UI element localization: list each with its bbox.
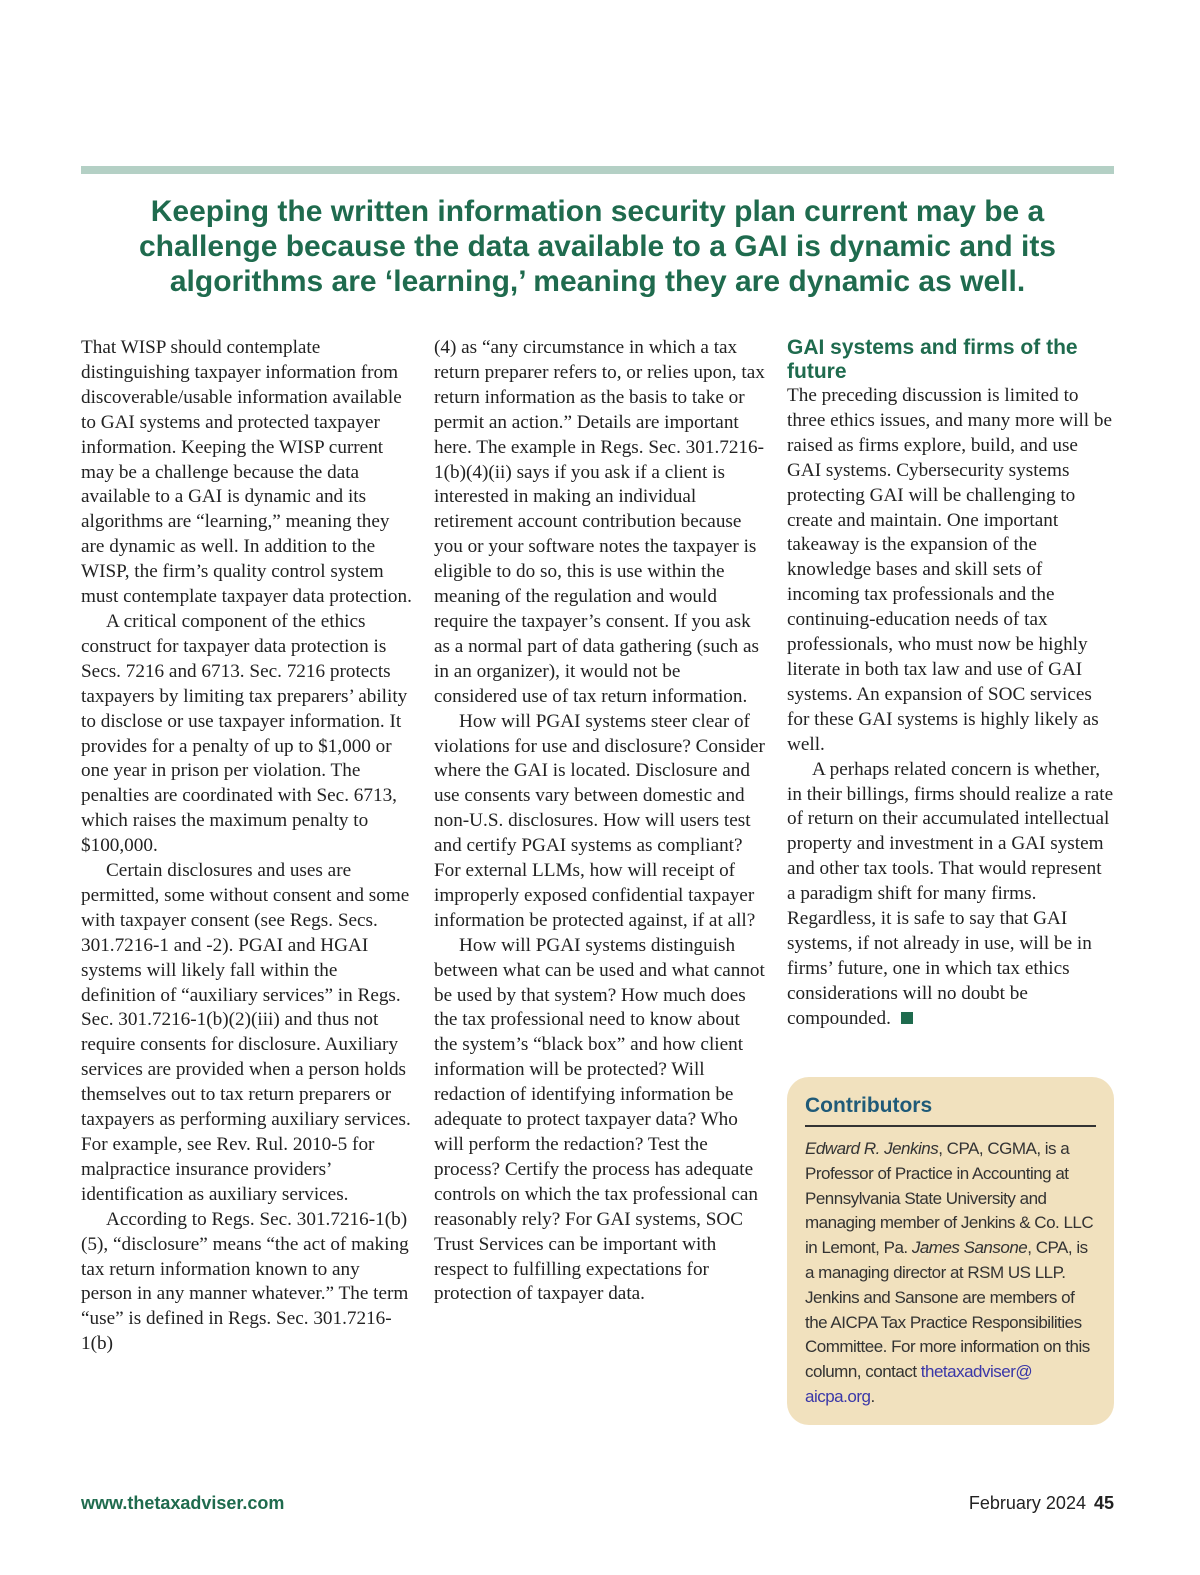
- section-subhead: GAI systems and firms of the future: [787, 336, 1078, 383]
- issue-date: February 2024: [968, 1493, 1086, 1513]
- paragraph: A critical component of the ethics construct for taxpayer data protection is Secs. 7216 and 6713. Sec. 7216 protects taxpayers by limiting tax preparers’ ability to disclose or use taxpayer information. It provides for a penalty of up to $1,000 or one year in prison per violation. The penalties are coordinated with Sec. 6713, which raises the maximum penalty to $100,000.: [81, 610, 408, 857]
- contributor-name: James Sansone: [911, 1238, 1028, 1258]
- footer-issue: [969, 1493, 1114, 1514]
- paragraph: That WISP should contemplate distinguishing taxpayer information from discoverable/usable information available to GAI systems and protected taxpayer information. Keeping the WISP current may be a challenge because the data available to a GAI is dynamic and its algorithms are “learning,” meaning they are dynamic as well. In addition to the WISP, the firm’s quality control system must contemplate taxpayer data protection.: [81, 337, 412, 608]
- article-column-1: [81, 336, 413, 1357]
- end-of-article-mark: [901, 1012, 913, 1024]
- page-number: 45: [1093, 1493, 1114, 1513]
- contributors-title: Contributors: [805, 1093, 1096, 1127]
- contributor-bio-end: .: [870, 1386, 875, 1406]
- paragraph-text: A perhaps related concern is whether, in their billings, firms should realize a rate of return on their accumulated intellectual property and investment in a GAI system and other tax tools. That would represent a paradigm shift for many firms. Regardless, it is safe to say that GAI systems, if not already in use, will be in firms’ future, one in which tax ethics considerations will no doubt be compounded.: [787, 758, 1114, 1029]
- pull-quote: Keeping the written information security plan current may be a challenge because the data available to a GAI is dynamic and its algorithms are ‘learning,’ meaning they are dynamic as well.: [139, 195, 1056, 298]
- contributor-bio-text: , CPA, CGMA, is a Professor of Practice in Accounting at Pennsylvania State University and managing member of Jenkins & Co. LLC in Lemont, Pa.: [805, 1139, 1094, 1258]
- paragraph: Certain disclosures and uses are permitted, some without consent and some with taxpayer consent (see Regs. Secs. 301.7216-1 and -2). PGAI and HGAI systems will likely fall within the definition of “auxiliary services” in Regs. Sec. 301.7216-1(b)(2)(iii) and thus not require consents for disclosure. Auxiliary services are provided when a person holds themselves out to tax return preparers or taxpayers as performing auxiliary services. For example, see Rev. Rul. 2010-5 for malpractice insurance providers’ identification as auxiliary services.: [81, 860, 411, 1205]
- contributor-name: Edward R. Jenkins: [805, 1139, 939, 1158]
- footer-website: www.thetaxadviser.com: [81, 1493, 285, 1513]
- paragraph: How will PGAI systems distinguish between what can be used and what cannot be used by that system? How much does the tax professional need to know about the system’s “black box” and how client information will be protected? Will redaction of identifying information be adequate to protect taxpayer data? Who will perform the redaction? Test the process? Certify the process has adequate controls on which the tax professional can reasonably rely? For GAI systems, SOC Trust Services can be important with respect to fulfilling expectations for protection of taxpayer data.: [434, 934, 765, 1305]
- contributors-box: [787, 1077, 1114, 1425]
- paragraph: According to Regs. Sec. 301.7216-1(b)(5), “disclosure” means “the act of making tax return information known to any person in any manner whatever.” The term “use” is defined in Regs. Sec. 301.7216-1(b): [81, 1208, 409, 1355]
- paragraph: [787, 758, 1114, 1032]
- contributor-bio-text: , CPA, is a managing director at RSM US LLP. Jenkins and Sansone are members of the AICPA Tax Practice Responsibilities Committee. For more information on this column, contact: [805, 1238, 1090, 1382]
- paragraph: (4) as “any circumstance in which a tax return preparer refers to, or relies upon, tax return information as the basis to take or permit an action.” Details are important here. The example in Regs. Sec. 301.7216-1(b)(4)(ii) says if you ask if a client is interested in making an individual retirement account contribution because you or your software notes the taxpayer is eligible to do so, this is use within the meaning of the regulation and would require the taxpayer’s consent. If you ask as a normal part of data gathering (such as in an organizer), it would not be considered use of tax return information.: [434, 337, 765, 707]
- contributors-bio: [805, 1137, 1096, 1410]
- top-divider-rule: [81, 166, 1114, 174]
- paragraph: How will PGAI systems steer clear of violations for use and disclosure? Consider where the GAI is located. Disclosure and use consents vary between domestic and non-U.S. disclosures. How will users test and certify PGAI systems as compliant? For external LLMs, how will receipt of improperly exposed confidential taxpayer information be protected against, if at all?: [434, 710, 765, 931]
- contact-email-link[interactable]: thetaxadviser@ aicpa.org: [805, 1362, 1033, 1406]
- article-column-2: [434, 336, 766, 1307]
- paragraph: The preceding discussion is limited to three ethics issues, and many more will be raised as firms explore, build, and use GAI systems. Cybersecurity systems protecting GAI will be challenging to create and maintain. One important takeaway is the expansion of the knowledge bases and skill sets of incoming tax professionals and the continuing-education needs of tax professionals, who must now be highly literate in both tax law and use of GAI systems. An expansion of SOC services for these GAI systems is highly likely as well.: [787, 385, 1113, 755]
- article-column-3: [787, 336, 1114, 1032]
